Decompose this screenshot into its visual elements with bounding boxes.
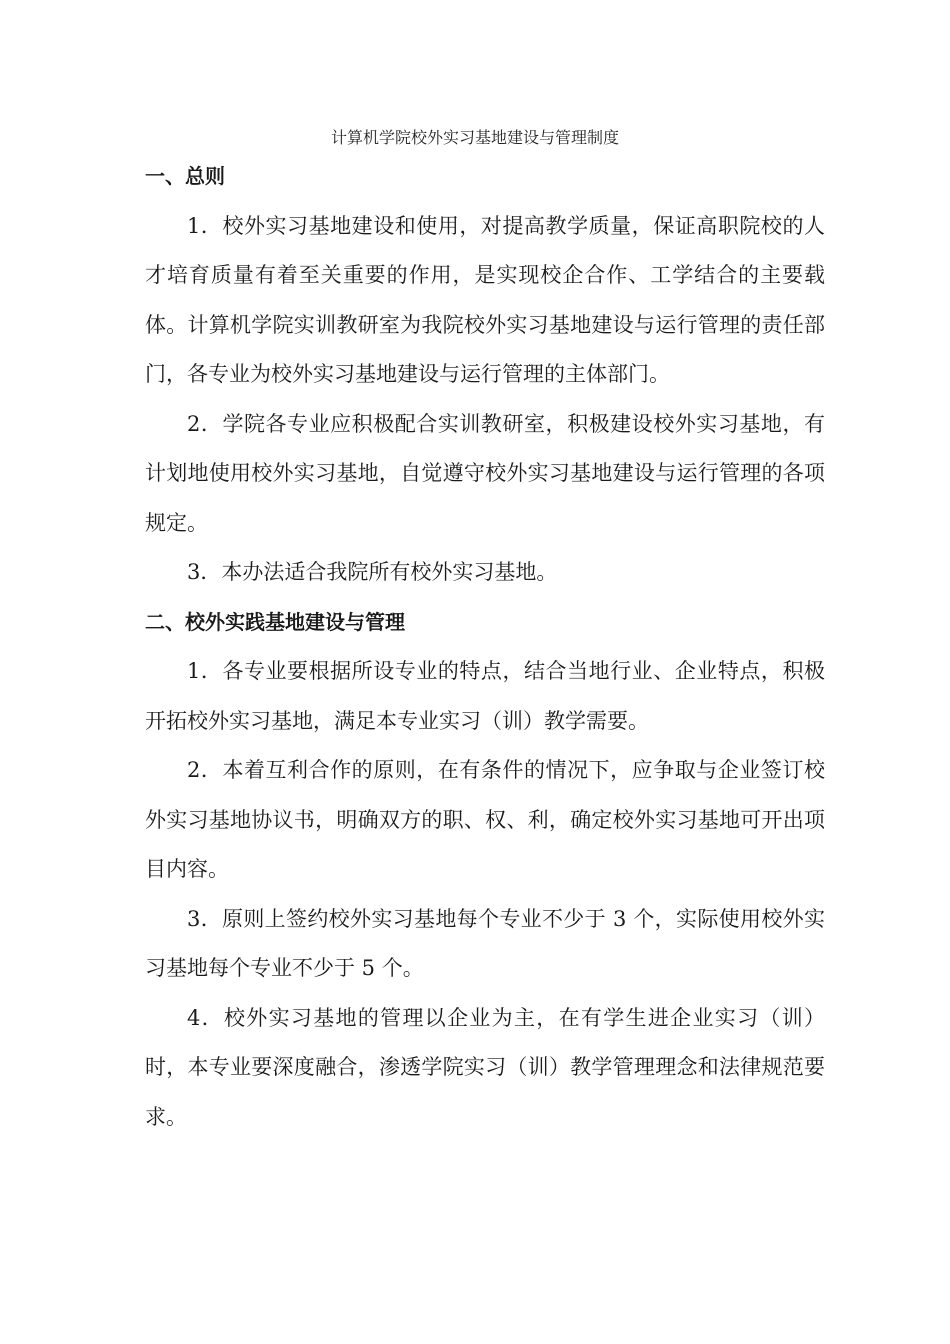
section-base-management xyxy=(145,598,825,1143)
document-body xyxy=(145,152,825,1142)
paragraph: 4．校外实习基地的管理以企业为主，在有学生进企业实习（训）时，本专业要深度融合，渗透学院实习（训）教学管理理念和法律规范要求。 xyxy=(145,1005,825,1129)
paragraph: 2．学院各专业应积极配合实训教研室，积极建设校外实习基地，有计划地使用校外实习基地，自觉遵守校外实习基地建设与运行管理的各项规定。 xyxy=(145,411,825,535)
paragraph: 1．校外实习基地建设和使用，对提高教学质量，保证高职院校的人才培育质量有着至关重要的作用，是实现校企合作、工学结合的主要载体。计算机学院实训教研室为我院校外实习基地建设与运行管理的责任部门，各专业为校外实习基地建设与运行管理的主体部门。 xyxy=(145,213,825,386)
section-heading: 一、总则 xyxy=(145,164,225,188)
paragraph: 3．原则上签约校外实习基地每个专业不少于 3 个，实际使用校外实习基地每个专业不少于 5 个。 xyxy=(145,906,825,980)
section-heading: 二、校外实践基地建设与管理 xyxy=(145,609,405,634)
document-title: 计算机学院校外实习基地建设与管理制度 xyxy=(330,128,619,147)
paragraph: 3．本办法适合我院所有校外实习基地。 xyxy=(187,560,558,584)
paragraph: 1．各专业要根据所设专业的特点，结合当地行业、企业特点，积极开拓校外实习基地，满足本专业实习（训）教学需要。 xyxy=(145,659,825,733)
section-general xyxy=(145,152,825,598)
paragraph: 2．本着互利合作的原则，在有条件的情况下，应争取与企业签订校外实习基地协议书，明确双方的职、权、利，确定校外实习基地可开出项目内容。 xyxy=(145,758,825,881)
